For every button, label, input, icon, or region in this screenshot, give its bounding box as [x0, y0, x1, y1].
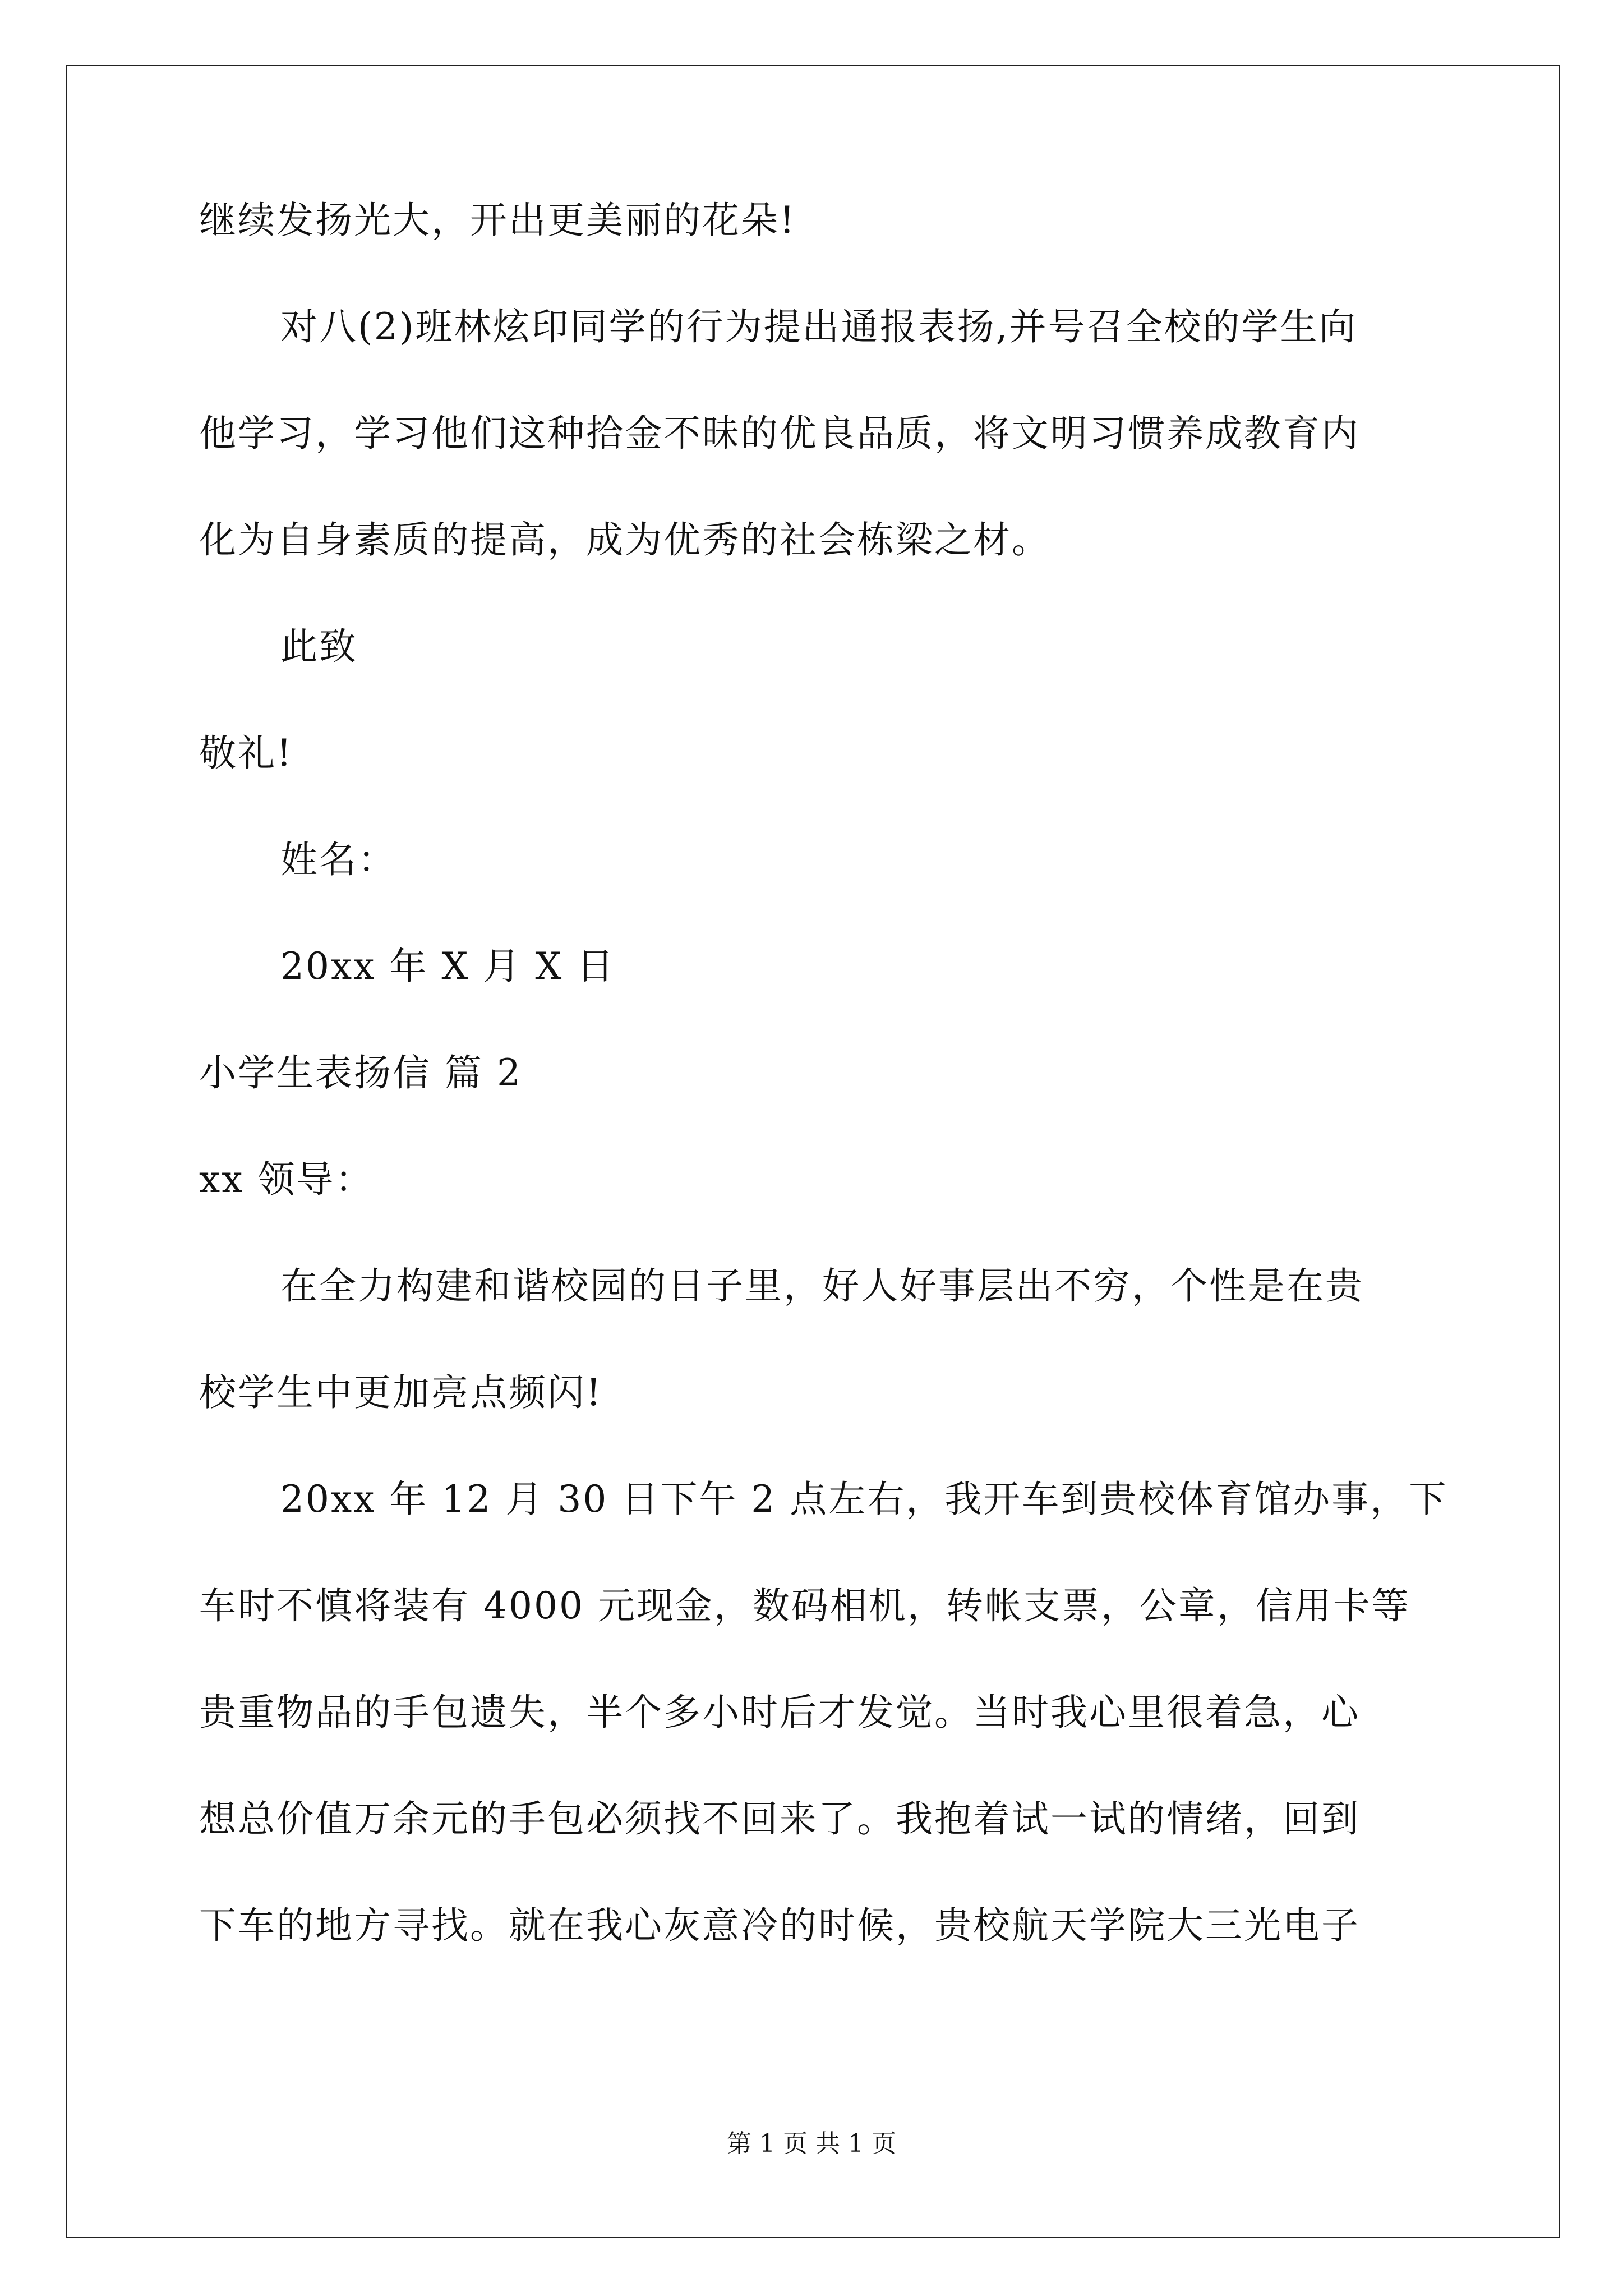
signature-name: 姓名： — [280, 838, 396, 881]
text-line: 继续发扬光大，开出更美丽的花朵! — [199, 199, 796, 242]
text-line: 贵重物品的手包遗失，半个多小时后才发觉。当时我心里很着急，心 — [199, 1691, 1360, 1734]
closing-regards: 敬礼! — [199, 731, 293, 775]
text-line: 20xx 年 12 月 30 日下午 2 点左右，我开车到贵校体育馆办事，下 — [280, 1478, 1448, 1521]
text-line: 想总价值万余元的手包必须找不回来了。我抱着试一试的情绪，回到 — [199, 1797, 1360, 1841]
text-line: 校学生中更加亮点频闪! — [199, 1371, 603, 1414]
letter-greeting: xx 领导： — [199, 1158, 374, 1201]
closing-salutation: 此致 — [280, 625, 358, 668]
text-line: 他学习，学习他们这种拾金不昧的优良品质，将文明习惯养成教育内 — [199, 412, 1360, 455]
text-line: 化为自身素质的提高，成为优秀的社会栋梁之材。 — [199, 518, 1050, 562]
text-line: 车时不慎将装有 4000 元现金，数码相机，转帐支票，公章，信用卡等 — [199, 1584, 1410, 1627]
page-footer: 第 1 页 共 1 页 — [727, 2129, 896, 2158]
section-heading: 小学生表扬信 篇 2 — [199, 1051, 522, 1094]
text-line: 下车的地方寻找。就在我心灰意冷的时候，贵校航天学院大三光电子 — [199, 1904, 1360, 1947]
text-line: 对八(2)班林炫印同学的行为提出通报表扬,并号召全校的学生向 — [280, 305, 1358, 348]
signature-date: 20xx 年 X 月 X 日 — [280, 945, 616, 988]
text-line: 在全力构建和谐校园的日子里，好人好事层出不穷，个性是在贵 — [280, 1264, 1364, 1308]
